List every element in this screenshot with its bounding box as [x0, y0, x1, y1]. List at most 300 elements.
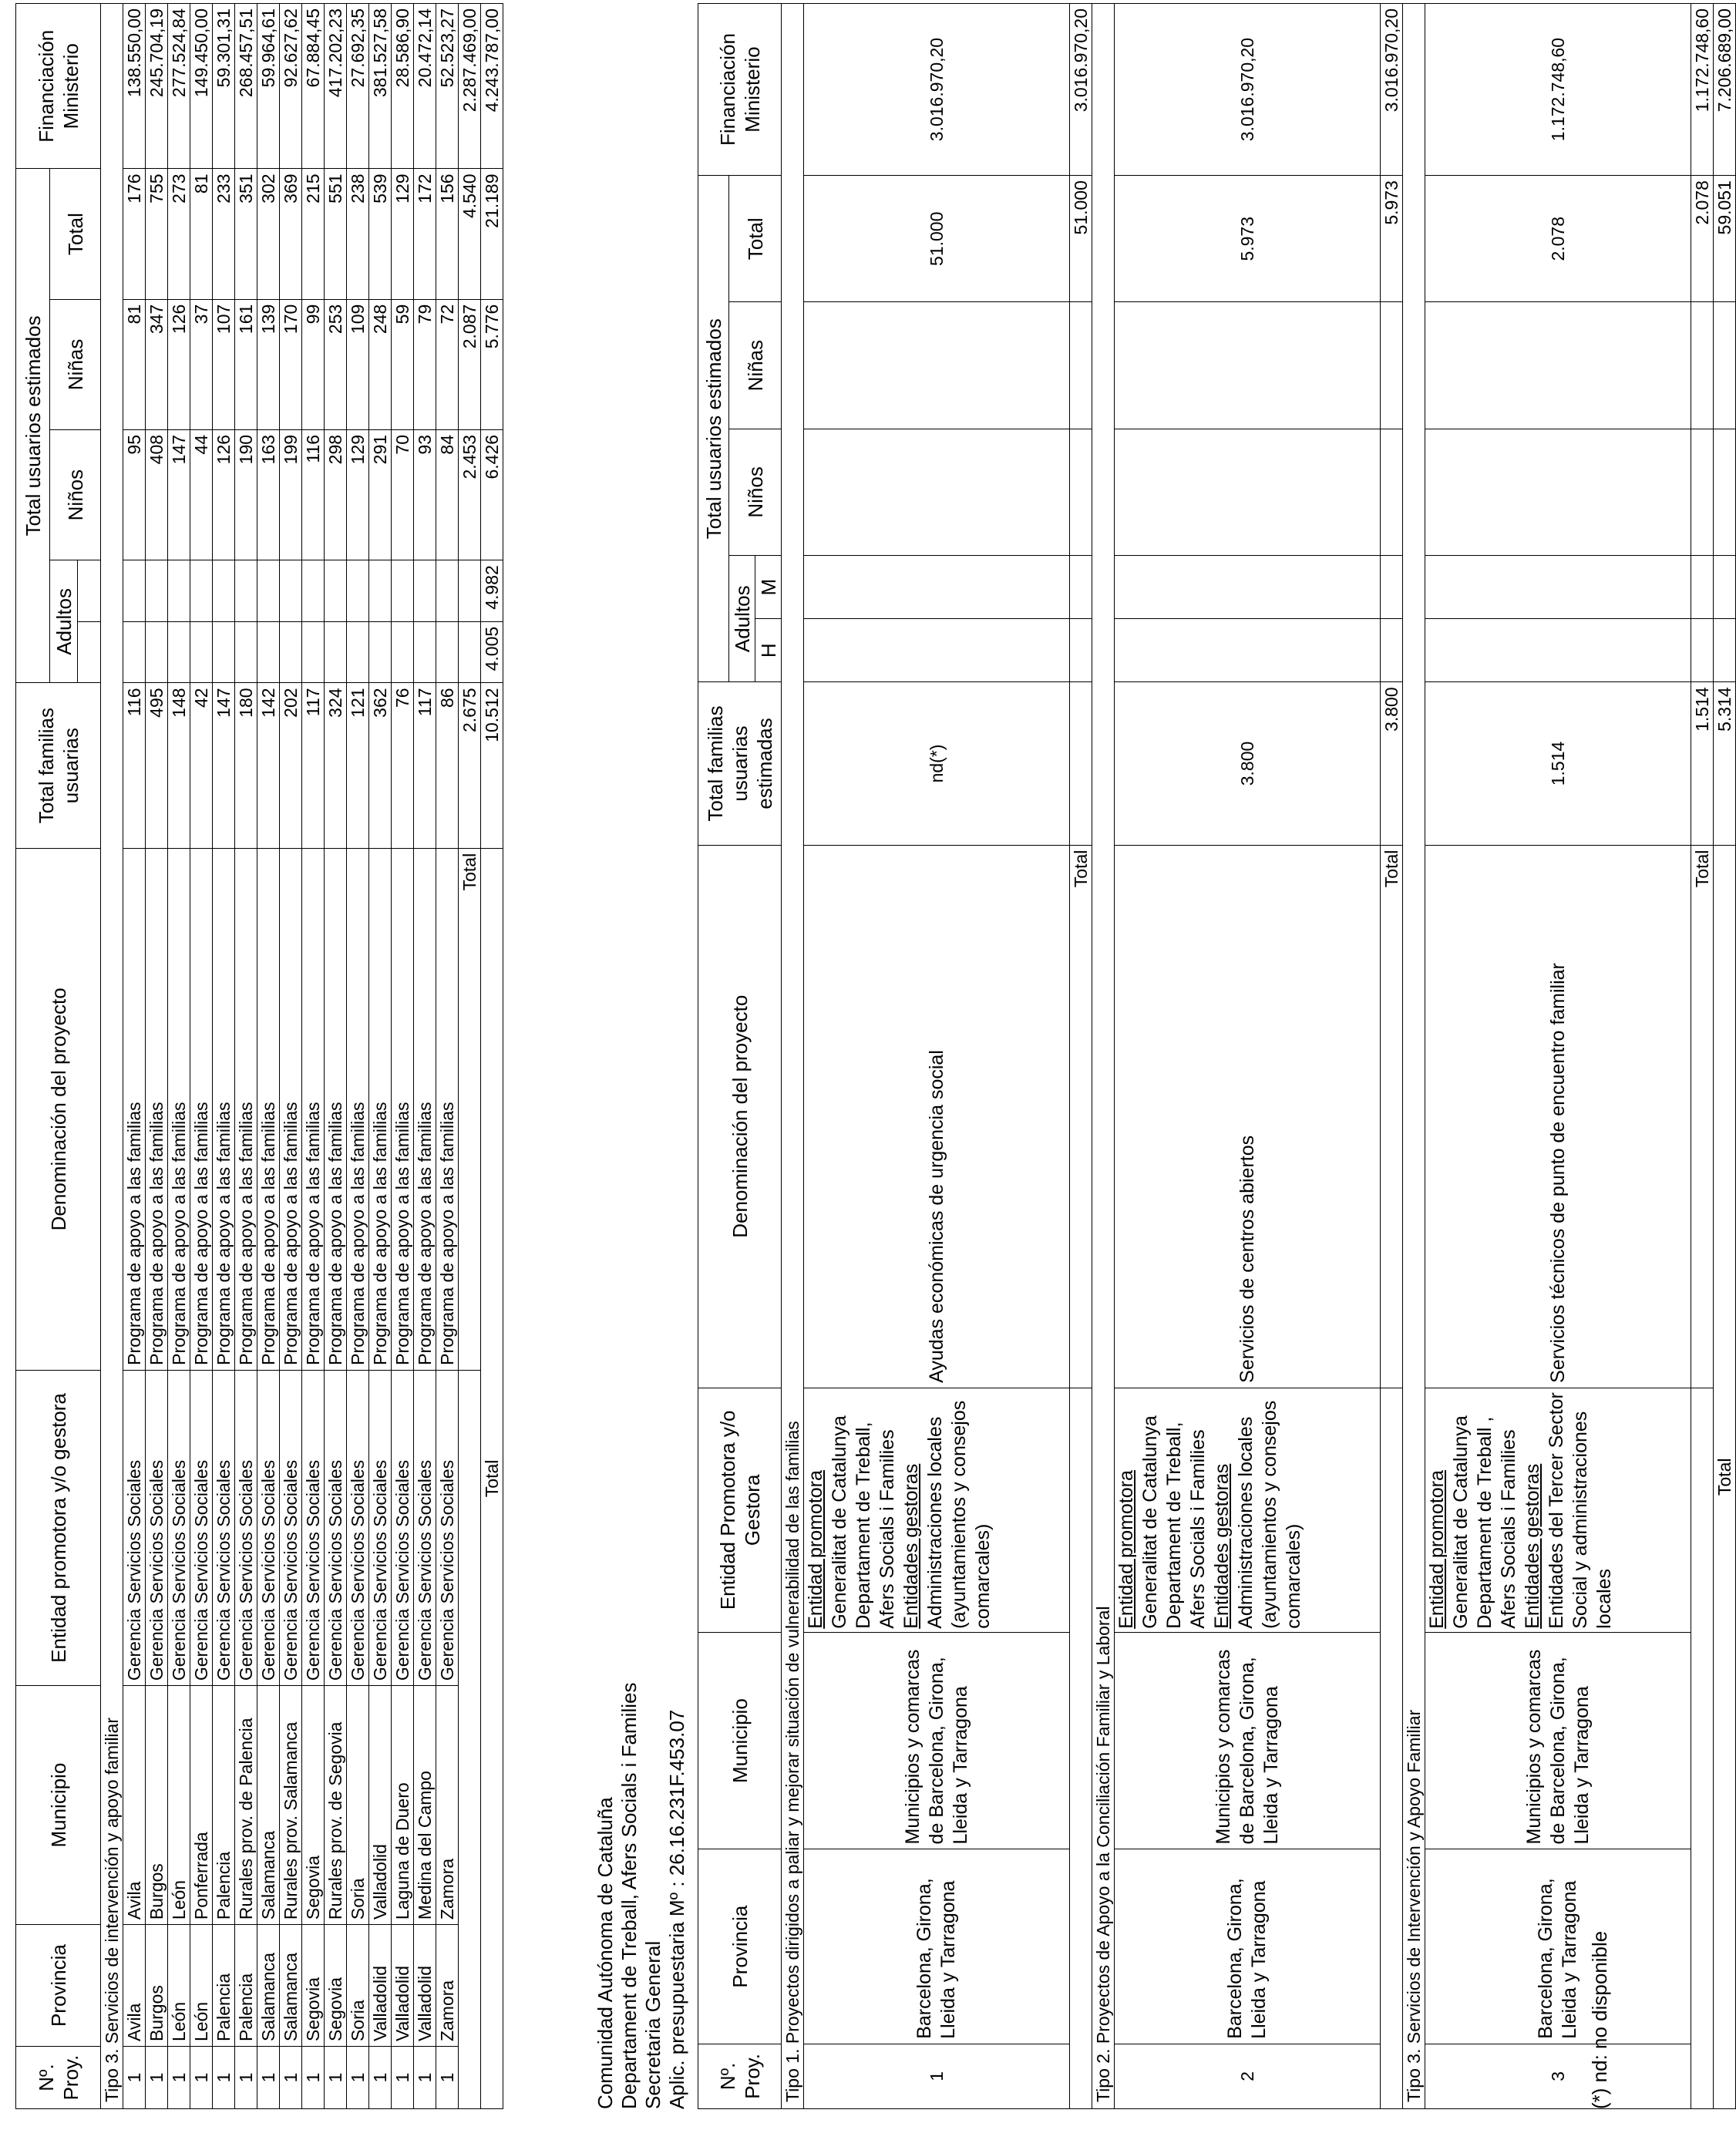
- grand-ninas: 5.776: [481, 299, 503, 429]
- cell-total: 129: [392, 169, 414, 299]
- subtotal-ninos: [1691, 429, 1714, 555]
- cell-adultos-h: [235, 621, 257, 683]
- cell-entidad: Gerencia Servicios Sociales: [436, 1370, 459, 1685]
- subtotal-ninos: [1381, 429, 1403, 555]
- table-row: [347, 4, 369, 2109]
- subtotal-m: [1070, 556, 1092, 619]
- cell-denominacion: Programa de apoyo a las familias: [302, 848, 325, 1370]
- cell-adultos-m: [414, 560, 436, 622]
- cell-nproy: 1: [190, 2047, 213, 2109]
- cell-financiacion: 149.450,00: [190, 4, 213, 169]
- cell-financiacion: 59.964,61: [257, 4, 280, 169]
- cell-total: 81: [190, 169, 213, 299]
- cell-financiacion: 52.523,27: [436, 4, 459, 169]
- cell-total: 176: [123, 169, 146, 299]
- cell-ninas: 248: [369, 299, 392, 429]
- cell-adultos-h: [146, 621, 168, 683]
- cell-financiacion: 3.016.970,20: [1115, 4, 1381, 176]
- cell-adultos-m: [325, 560, 347, 622]
- subtotal-financiacion: 1.172.748,60: [1691, 4, 1714, 176]
- cell-entidad: Gerencia Servicios Sociales: [190, 1370, 213, 1685]
- cell-entidad: Gerencia Servicios Sociales: [123, 1370, 146, 1685]
- subtotal-m: [1381, 556, 1403, 619]
- cell-familias: 76: [392, 683, 414, 848]
- cell-m: [1115, 556, 1381, 619]
- header-entidad: Entidad promotora y/o gestora: [16, 1370, 101, 1685]
- region-line-2: Departament de Treball, Afers Socials i Families: [617, 1682, 641, 2109]
- subtotal-total: 51.000: [1070, 176, 1092, 302]
- cell-h: [804, 619, 1070, 682]
- grand-total: 59.051: [1714, 176, 1736, 302]
- cell-ninos: 163: [257, 429, 280, 560]
- subtotal-row: [1381, 4, 1403, 2109]
- cell-denominacion: Programa de apoyo a las familias: [436, 848, 459, 1370]
- entidad-promotora-label: Entidad promotora: [1426, 1470, 1448, 1629]
- subtotal-blank: [1381, 1388, 1403, 2108]
- entidades-gestoras-label: Entidades gestoras: [1211, 1463, 1233, 1629]
- cell-denominacion: Programa de apoyo a las familias: [347, 848, 369, 1370]
- cell-familias: 86: [436, 683, 459, 848]
- subtotal-ninas: [1691, 302, 1714, 429]
- cell-financiacion: 245.704,19: [146, 4, 168, 169]
- cell-total: 539: [369, 169, 392, 299]
- cell-ninas: 170: [280, 299, 302, 429]
- cell-entidad: Gerencia Servicios Sociales: [414, 1370, 436, 1685]
- cell-total: 755: [146, 169, 168, 299]
- header2-financiacion: Financiación Ministerio: [698, 4, 782, 176]
- table2-body: [782, 4, 1736, 2109]
- cell-adultos-m: [190, 560, 213, 622]
- cell-adultos-h: [213, 621, 235, 683]
- cell-adultos-h: [280, 621, 302, 683]
- cell-denominacion: Programa de apoyo a las familias: [392, 848, 414, 1370]
- cell-nproy: 2: [1115, 2044, 1381, 2108]
- table-row: [280, 4, 302, 2109]
- header2-ninas: Niñas: [729, 302, 782, 429]
- cell-adultos-h: [190, 621, 213, 683]
- cell-denominacion: Programa de apoyo a las familias: [235, 848, 257, 1370]
- cell-adultos-h: [369, 621, 392, 683]
- header2-denominacion: Denominación del proyecto: [698, 845, 782, 1388]
- cell-adultos-h: [325, 621, 347, 683]
- cell-ninos: 44: [190, 429, 213, 560]
- cell-financiacion: 67.884,45: [302, 4, 325, 169]
- cell-entidad: Gerencia Servicios Sociales: [168, 1370, 190, 1685]
- cell-ninas: 347: [146, 299, 168, 429]
- cell-provincia: León: [190, 1925, 213, 2047]
- cell-nproy: 1: [257, 2047, 280, 2109]
- entidades-gestoras: Entidades del Tercer Sector Social y administraciones locales: [1546, 1392, 1615, 1629]
- cell-h: [1425, 619, 1691, 682]
- subtotal-row: [1070, 4, 1092, 2109]
- cell-entidad: Gerencia Servicios Sociales: [369, 1370, 392, 1685]
- cell-total: 5.973: [1115, 176, 1381, 302]
- cell-provincia: León: [168, 1925, 190, 2047]
- cell-m: [804, 556, 1070, 619]
- cell-ninas: 161: [235, 299, 257, 429]
- cell-adultos-m: [369, 560, 392, 622]
- region-heading: [594, 1683, 689, 2109]
- cell-adultos-m: [168, 560, 190, 622]
- cell-entidad: Gerencia Servicios Sociales: [302, 1370, 325, 1685]
- cell-ninos: 70: [392, 429, 414, 560]
- grand-total-label: Total: [1714, 845, 1736, 2108]
- header2-h: H: [755, 619, 782, 682]
- header2-total: Total: [729, 176, 782, 302]
- project-row: [804, 4, 1070, 2109]
- header-nproy: Nº. Proy.: [16, 2047, 101, 2109]
- cell-ninos: 147: [168, 429, 190, 560]
- tipo-label: Tipo 3. Servicios de intervención y apoyo familiar: [101, 4, 123, 2109]
- grand-total-row: [481, 4, 503, 2109]
- cell-adultos-m: [213, 560, 235, 622]
- cell-familias: 148: [168, 683, 190, 848]
- tipo-label: Tipo 3. Servicios de Intervención y Apoyo Familiar: [1403, 4, 1425, 2109]
- header-municipio: Municipio: [16, 1686, 101, 1925]
- cell-municipio: Salamanca: [257, 1686, 280, 1925]
- cell-municipio: Municipios y comarcas de Barcelona, Girona, Lleida y Tarragona: [804, 1632, 1070, 1849]
- cell-provincia: Valladolid: [414, 1925, 436, 2047]
- cell-denominacion: Servicios de centros abiertos: [1115, 845, 1381, 1388]
- cell-provincia: Barcelona, Girona, Lleida y Tarragona: [804, 1849, 1070, 2044]
- cell-ninos: 129: [347, 429, 369, 560]
- cell-familias: 3.800: [1115, 682, 1381, 845]
- cell-total: 369: [280, 169, 302, 299]
- cell-nproy: 3: [1425, 2044, 1691, 2108]
- cell-provincia: Palencia: [235, 1925, 257, 2047]
- cell-municipio: Rurales prov. de Palencia: [235, 1686, 257, 1925]
- grand-familias: 10.512: [481, 683, 503, 848]
- tipo-row: [782, 4, 804, 2109]
- subtotal-label: Total: [1691, 845, 1714, 1388]
- tipo-row: [1092, 4, 1115, 2109]
- cell-denominacion: Programa de apoyo a las familias: [146, 848, 168, 1370]
- cell-denominacion: Programa de apoyo a las familias: [190, 848, 213, 1370]
- cell-financiacion: 1.172.748,60: [1425, 4, 1691, 176]
- tipo-row: [1403, 4, 1425, 2109]
- cell-nproy: 1: [392, 2047, 414, 2109]
- cell-denominacion: Programa de apoyo a las familias: [257, 848, 280, 1370]
- cell-provincia: Salamanca: [280, 1925, 302, 2047]
- cell-denominacion: Programa de apoyo a las familias: [280, 848, 302, 1370]
- table-row: [325, 4, 347, 2109]
- cell-municipio: Burgos: [146, 1686, 168, 1925]
- cell-entidad: [1425, 1388, 1691, 1632]
- cell-entidad: Gerencia Servicios Sociales: [213, 1370, 235, 1685]
- header2-m: M: [755, 556, 782, 619]
- cell-ninas: 253: [325, 299, 347, 429]
- grand-adultos-m: 4.982: [481, 560, 503, 622]
- cell-entidad: Gerencia Servicios Sociales: [146, 1370, 168, 1685]
- cell-ninos: 93: [414, 429, 436, 560]
- cell-entidad: Gerencia Servicios Sociales: [235, 1370, 257, 1685]
- cell-nproy: 1: [325, 2047, 347, 2109]
- grand-financiacion: 7.206.689,00: [1714, 4, 1736, 176]
- subtotal-blank: [459, 1370, 481, 2108]
- cell-municipio: Laguna de Duero: [392, 1686, 414, 1925]
- cell-familias: 324: [325, 683, 347, 848]
- cell-financiacion: 138.550,00: [123, 4, 146, 169]
- table-row: [190, 4, 213, 2109]
- subtotal-financiacion: 2.287.469,00: [459, 4, 481, 169]
- cell-financiacion: 381.527,58: [369, 4, 392, 169]
- table-row: [414, 4, 436, 2109]
- cell-municipio: Palencia: [213, 1686, 235, 1925]
- cell-adultos-h: [257, 621, 280, 683]
- cell-ninas: 99: [302, 299, 325, 429]
- cell-municipio: Avila: [123, 1686, 146, 1925]
- cell-nproy: 1: [146, 2047, 168, 2109]
- cell-financiacion: 20.472,14: [414, 4, 436, 169]
- cell-adultos-m: [235, 560, 257, 622]
- cell-provincia: Valladolid: [369, 1925, 392, 2047]
- grand-total-label: Total: [481, 848, 503, 2108]
- cell-denominacion: Programa de apoyo a las familias: [325, 848, 347, 1370]
- cell-entidad: Gerencia Servicios Sociales: [347, 1370, 369, 1685]
- cell-ninos: 291: [369, 429, 392, 560]
- cell-ninas: 59: [392, 299, 414, 429]
- cell-familias: 117: [414, 683, 436, 848]
- cell-municipio: Zamora: [436, 1686, 459, 1925]
- header-provincia: Provincia: [16, 1925, 101, 2047]
- cell-nproy: 1: [436, 2047, 459, 2109]
- cell-ninos: 190: [235, 429, 257, 560]
- cell-provincia: Zamora: [436, 1925, 459, 2047]
- cell-denominacion: Ayudas económicas de urgencia social: [804, 845, 1070, 1388]
- cell-entidad: Gerencia Servicios Sociales: [392, 1370, 414, 1685]
- header-denominacion: Denominación del proyecto: [16, 848, 101, 1370]
- cell-ninos: 116: [302, 429, 325, 560]
- cell-adultos-m: [392, 560, 414, 622]
- cell-ninos: 95: [123, 429, 146, 560]
- entidad-promotora-label: Entidad promotora: [1115, 1470, 1137, 1629]
- cell-familias: 117: [302, 683, 325, 848]
- header2-provincia: Provincia: [698, 1849, 782, 2044]
- table-row: [257, 4, 280, 2109]
- cell-denominacion: Programa de apoyo a las familias: [414, 848, 436, 1370]
- cell-financiacion: 59.301,31: [213, 4, 235, 169]
- cell-denominacion: Programa de apoyo a las familias: [369, 848, 392, 1370]
- entidad-promotora-label: Entidad promotora: [805, 1470, 826, 1629]
- region-line-3: Secretaria General: [641, 1940, 664, 2109]
- cell-adultos-h: [414, 621, 436, 683]
- cell-familias: 142: [257, 683, 280, 848]
- cell-entidad: Gerencia Servicios Sociales: [325, 1370, 347, 1685]
- table-row: [392, 4, 414, 2109]
- header-adultos-h: [78, 621, 101, 683]
- cell-financiacion: 92.627,62: [280, 4, 302, 169]
- table-castilla-leon: [15, 3, 503, 2109]
- cell-total: 215: [302, 169, 325, 299]
- subtotal-ninos: [1070, 429, 1092, 555]
- grand-financiacion: 4.243.787,00: [481, 4, 503, 169]
- table1-body: [101, 4, 503, 2109]
- subtotal-h: [1381, 619, 1403, 682]
- subtotal-row: [1691, 4, 1714, 2109]
- header2-nproy: Nº. Proy.: [698, 2044, 782, 2108]
- table-row: [369, 4, 392, 2109]
- grand-ninos: 6.426: [481, 429, 503, 560]
- grand-ninas: [1714, 302, 1736, 429]
- cell-ninas: [1115, 302, 1381, 429]
- cell-ninas: 126: [168, 299, 190, 429]
- cell-municipio: Municipios y comarcas de Barcelona, Girona, Lleida y Tarragona: [1115, 1632, 1381, 1849]
- cell-adultos-h: [168, 621, 190, 683]
- cell-ninas: 81: [123, 299, 146, 429]
- cell-nproy: 1: [168, 2047, 190, 2109]
- cell-municipio: Rurales prov. de Segovia: [325, 1686, 347, 1925]
- subtotal-ninas: 2.087: [459, 299, 481, 429]
- cell-total: 302: [257, 169, 280, 299]
- project-row: [1425, 4, 1691, 2109]
- table-row: [146, 4, 168, 2109]
- subtotal-ninas: [1381, 302, 1403, 429]
- cell-ninos: 298: [325, 429, 347, 560]
- grand-familias: 5.314: [1714, 682, 1736, 845]
- cell-ninas: [1425, 302, 1691, 429]
- cell-municipio: Municipios y comarcas de Barcelona, Girona, Lleida y Tarragona: [1425, 1632, 1691, 1849]
- subtotal-total: 2.078: [1691, 176, 1714, 302]
- cell-entidad: Gerencia Servicios Sociales: [257, 1370, 280, 1685]
- subtotal-ninos: 2.453: [459, 429, 481, 560]
- cell-adultos-h: [302, 621, 325, 683]
- cell-familias: 147: [213, 683, 235, 848]
- cell-familias: 495: [146, 683, 168, 848]
- cell-denominacion: Programa de apoyo a las familias: [123, 848, 146, 1370]
- cell-total: 233: [213, 169, 235, 299]
- cell-municipio: Segovia: [302, 1686, 325, 1925]
- header2-entidad: Entidad Promotora y/o Gestora: [698, 1388, 782, 1632]
- cell-ninas: 72: [436, 299, 459, 429]
- table-row: [168, 4, 190, 2109]
- cell-ninos: [1425, 429, 1691, 555]
- grand-m: [1714, 556, 1736, 619]
- cell-nproy: 1: [804, 2044, 1070, 2108]
- cell-municipio: Ponferrada: [190, 1686, 213, 1925]
- cell-adultos-m: [280, 560, 302, 622]
- cell-adultos-h: [436, 621, 459, 683]
- subtotal-m: [459, 560, 481, 622]
- cell-adultos-h: [123, 621, 146, 683]
- cell-m: [1425, 556, 1691, 619]
- cell-financiacion: 417.202,23: [325, 4, 347, 169]
- table-row: [302, 4, 325, 2109]
- cell-adultos-h: [347, 621, 369, 683]
- cell-provincia: Salamanca: [257, 1925, 280, 2047]
- subtotal-total: 4.540: [459, 169, 481, 299]
- cell-ninas: 79: [414, 299, 436, 429]
- grand-adultos-h: 4.005: [481, 621, 503, 683]
- header2-ninos: Niños: [729, 429, 782, 555]
- cell-entidad: [1115, 1388, 1381, 1632]
- cell-financiacion: 3.016.970,20: [804, 4, 1070, 176]
- cell-adultos-m: [123, 560, 146, 622]
- cell-municipio: León: [168, 1686, 190, 1925]
- subtotal-m: [1691, 556, 1714, 619]
- header-adultos: Adultos: [50, 560, 78, 683]
- subtotal-familias: 2.675: [459, 683, 481, 848]
- cell-entidad: [804, 1388, 1070, 1632]
- cell-total: 51.000: [804, 176, 1070, 302]
- subtotal-familias: 3.800: [1381, 682, 1403, 845]
- cell-financiacion: 28.586,90: [392, 4, 414, 169]
- footnote: (*) nd: no disponible: [1588, 1930, 1611, 2109]
- entidad-promotora: Generalitat de Catalunya Departament de Treball , Afers Socials i Families: [1450, 1415, 1519, 1629]
- table-row: [436, 4, 459, 2109]
- cell-h: [1115, 619, 1381, 682]
- cell-familias: 180: [235, 683, 257, 848]
- cell-familias: 202: [280, 683, 302, 848]
- entidad-promotora: Generalitat de Catalunya Departament de Treball, Afers Socials i Families: [1139, 1415, 1209, 1629]
- grand-h: [1714, 619, 1736, 682]
- header-ninas: Niñas: [50, 299, 101, 429]
- cell-total: 172: [414, 169, 436, 299]
- cell-familias: 362: [369, 683, 392, 848]
- cell-provincia: Avila: [123, 1925, 146, 2047]
- cell-adultos-h: [392, 621, 414, 683]
- subtotal-h: [459, 621, 481, 683]
- cell-ninos: 408: [146, 429, 168, 560]
- subtotal-familias: [1070, 682, 1092, 845]
- table-cataluna: [698, 3, 1736, 2109]
- cell-ninas: 37: [190, 299, 213, 429]
- cell-ninas: 107: [213, 299, 235, 429]
- cell-adultos-m: [302, 560, 325, 622]
- table-row: [235, 4, 257, 2109]
- header-financiacion: Financiación Ministerio: [16, 4, 101, 169]
- subtotal-ninas: [1070, 302, 1092, 429]
- subtotal-row: [459, 4, 481, 2109]
- subtotal-label: Total: [459, 848, 481, 1370]
- cell-familias: 1.514: [1425, 682, 1691, 845]
- cell-provincia: Valladolid: [392, 1925, 414, 2047]
- subtotal-blank: [1070, 1388, 1092, 2108]
- cell-nproy: 1: [347, 2047, 369, 2109]
- cell-denominacion: Programa de apoyo a las familias: [213, 848, 235, 1370]
- grand-ninos: [1714, 429, 1736, 555]
- cell-adultos-m: [146, 560, 168, 622]
- header-ninos: Niños: [50, 429, 101, 560]
- cell-financiacion: 277.524,84: [168, 4, 190, 169]
- cell-familias: 42: [190, 683, 213, 848]
- cell-denominacion: Programa de apoyo a las familias: [168, 848, 190, 1370]
- cell-provincia: Segovia: [325, 1925, 347, 2047]
- entidades-gestoras-label: Entidades gestoras: [900, 1463, 922, 1629]
- cell-provincia: Segovia: [302, 1925, 325, 2047]
- entidades-gestoras: Administraciones locales (ayuntamientos y consejos comarcales): [924, 1400, 994, 1629]
- region-line-1: Comunidad Autónoma de Cataluña: [594, 1797, 617, 2109]
- cell-nproy: 1: [414, 2047, 436, 2109]
- header2-municipio: Municipio: [698, 1632, 782, 1849]
- header-usuarios: Total usuarios estimados: [16, 169, 50, 683]
- cell-total: 551: [325, 169, 347, 299]
- cell-provincia: Palencia: [213, 1925, 235, 2047]
- cell-ninos: 199: [280, 429, 302, 560]
- cell-municipio: Rurales prov. Salamanca: [280, 1686, 302, 1925]
- cell-municipio: Medina del Campo: [414, 1686, 436, 1925]
- header-adultos-m: [78, 560, 101, 622]
- project-row: [1115, 4, 1381, 2109]
- cell-adultos-m: [257, 560, 280, 622]
- cell-total: 351: [235, 169, 257, 299]
- cell-provincia: Soria: [347, 1925, 369, 2047]
- cell-ninos: 84: [436, 429, 459, 560]
- grand-total: 21.189: [481, 169, 503, 299]
- subtotal-label: Total: [1381, 845, 1403, 1388]
- cell-nproy: 1: [123, 2047, 146, 2109]
- cell-nproy: 1: [369, 2047, 392, 2109]
- cell-familias: 121: [347, 683, 369, 848]
